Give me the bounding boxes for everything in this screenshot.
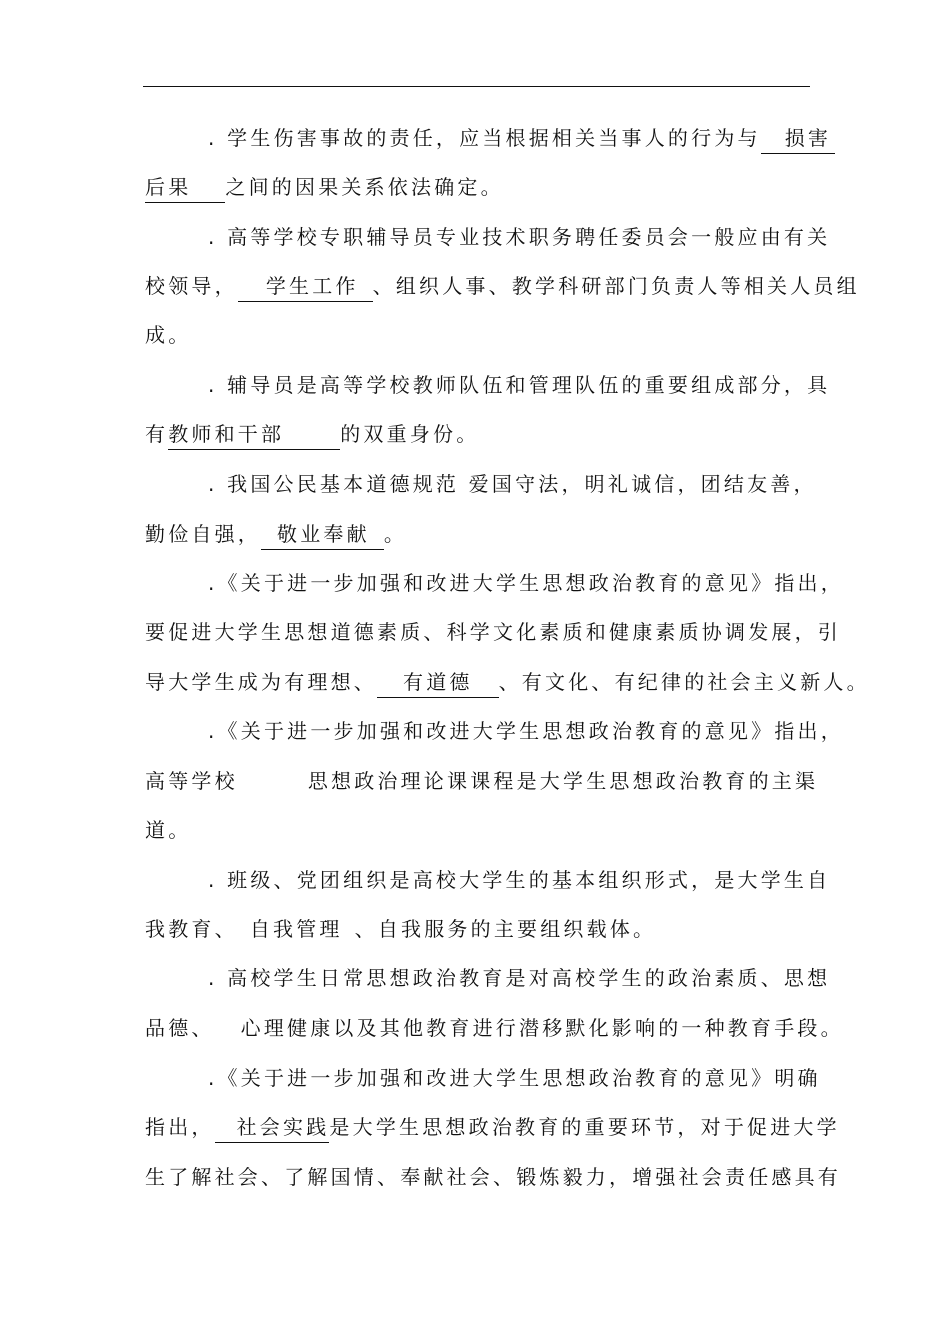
item-5-text: .《关于进一步加强和改进大学生思想政治教育的意见》指出， xyxy=(208,571,844,595)
item-8-text-b: 心理健康以及其他教育进行潜移默化影响的一种教育手段。 xyxy=(240,1016,844,1040)
item-8-text-a: 品德、 xyxy=(145,1016,215,1040)
item-8-text: . 高校学生日常思想政治教育是对高校学生的政治素质、思想 xyxy=(208,966,831,990)
item-6-text-b: 思想政治理论课课程是大学生思想政治教育的主渠 xyxy=(307,769,819,793)
item-1-answer-part-1: 损害 xyxy=(761,123,835,154)
item-1-text: . 学生伤害事故的责任，应当根据相关当事人的行为与 xyxy=(208,126,761,150)
item-2-text-b: 、组织人事、教学科研部门负责人等相关人员组 xyxy=(372,274,860,298)
item-4-text-b: 。 xyxy=(383,522,408,546)
item-7-text-b: 、自我服务的主要组织载体。 xyxy=(354,917,657,941)
item-6-text-c: 道。 xyxy=(145,818,192,842)
item-1-answer-part-2: 后果 xyxy=(145,172,225,203)
item-6-text-a: 高等学校 xyxy=(145,769,238,793)
item-5-text-2: 要促进大学生思想道德素质、科学文化素质和健康素质协调发展，引 xyxy=(145,620,841,644)
item-7-text: . 班级、党团组织是高校大学生的基本组织形式，是大学生自 xyxy=(208,868,831,892)
item-3-text-b: 的双重身份。 xyxy=(340,422,480,446)
item-5-line-1 xyxy=(208,563,844,603)
item-5-answer: 有道德 xyxy=(377,667,499,698)
item-8-line-2 xyxy=(145,1008,844,1048)
item-4-line-1 xyxy=(208,464,817,504)
item-7-text-a: 我教育、 xyxy=(145,917,238,941)
item-9-line-2 xyxy=(145,1107,840,1147)
item-3-answer: 教师和干部 xyxy=(168,419,340,450)
item-5-line-2 xyxy=(145,612,841,652)
item-1-line-2 xyxy=(145,167,504,207)
item-7-line-1 xyxy=(208,860,830,900)
item-9-text-a: 指出， xyxy=(145,1115,215,1139)
item-5-text-a: 导大学生成为有理想、 xyxy=(145,670,377,694)
item-3-text: . 辅导员是高等学校教师队伍和管理队伍的重要组成部分，具 xyxy=(208,373,831,397)
item-6-line-1 xyxy=(208,711,844,751)
item-6-line-3 xyxy=(145,810,191,850)
item-3-line-2 xyxy=(145,414,479,454)
item-2-text: . 高等学校专职辅导员专业技术职务聘任委员会一般应由有关 xyxy=(208,225,831,249)
item-1-line-1 xyxy=(208,118,835,158)
item-2-text-c: 成。 xyxy=(145,323,192,347)
item-9-line-1 xyxy=(208,1058,821,1098)
item-4-text-a: 勤俭自强， xyxy=(145,522,261,546)
item-6-line-2 xyxy=(145,761,818,801)
item-5-line-3 xyxy=(145,662,870,702)
item-8-line-1 xyxy=(208,958,830,998)
item-9-line-3 xyxy=(145,1157,841,1197)
item-6-text: .《关于进一步加强和改进大学生思想政治教育的意见》指出， xyxy=(208,719,844,743)
item-9-text-b: 是大学生思想政治教育的重要环节，对于促进大学 xyxy=(329,1115,840,1139)
header-rule xyxy=(143,86,810,87)
item-1-text-cont: 之间的因果关系依法确定。 xyxy=(225,175,504,199)
item-9-text: .《关于进一步加强和改进大学生思想政治教育的意见》明确 xyxy=(208,1066,821,1090)
item-2-answer: 学生工作 xyxy=(238,271,373,302)
item-2-line-3 xyxy=(145,315,191,355)
item-9-text-c: 生了解社会、了解国情、奉献社会、锻炼毅力，增强社会责任感具有 xyxy=(145,1165,841,1189)
item-2-line-1 xyxy=(208,217,830,257)
item-4-line-2 xyxy=(145,514,407,554)
item-4-text: . 我国公民基本道德规范 爱国守法，明礼诚信，团结友善， xyxy=(208,472,817,496)
item-5-text-b: 、有文化、有纪律的社会主义新人。 xyxy=(498,670,870,694)
item-7-answer: 自我管理 xyxy=(249,917,343,941)
item-3-line-1 xyxy=(208,365,830,405)
item-2-text-a: 校领导， xyxy=(145,274,238,298)
item-3-text-a: 有 xyxy=(145,422,169,446)
item-4-answer: 敬业奉献 xyxy=(261,519,384,550)
item-7-line-2 xyxy=(145,909,656,949)
item-2-line-2 xyxy=(145,266,860,306)
item-9-answer: 社会实践 xyxy=(215,1112,330,1143)
